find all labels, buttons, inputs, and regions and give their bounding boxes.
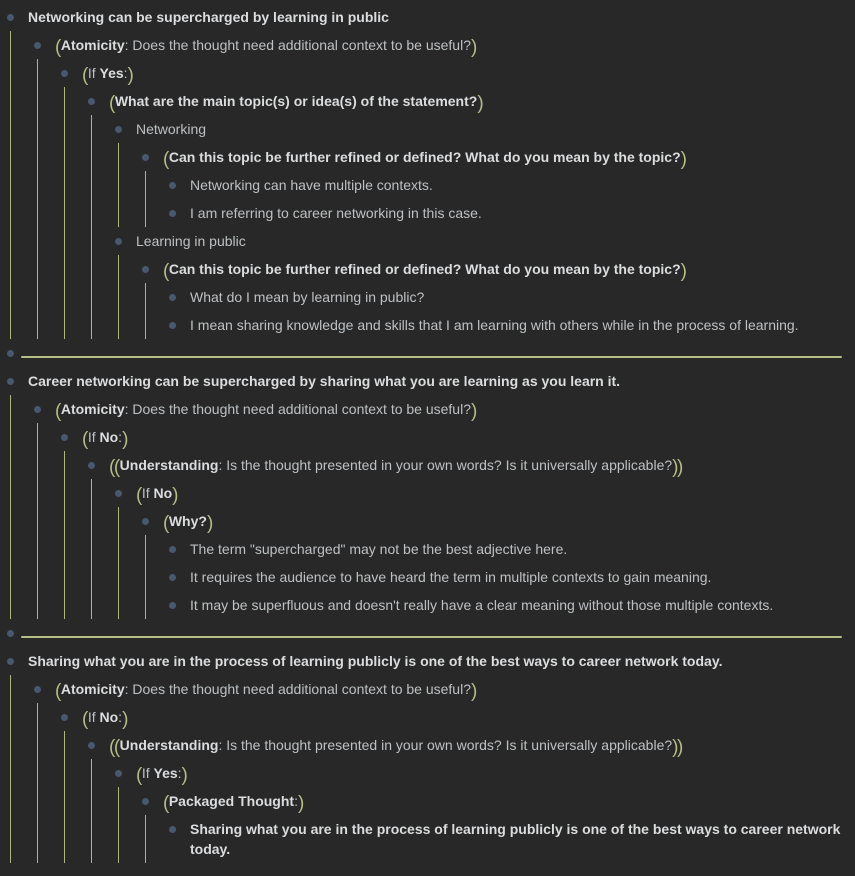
block-content[interactable] xyxy=(190,819,842,859)
outline-block xyxy=(142,143,842,227)
text-segment-normal: What do I mean by learning in public? xyxy=(190,289,425,305)
text-segment-bold: Atomicity xyxy=(60,681,125,697)
block-bullet-icon[interactable] xyxy=(34,42,41,49)
outline-block xyxy=(169,311,842,339)
block-row xyxy=(34,31,842,59)
block-children xyxy=(145,283,842,339)
text-segment-paren: ( xyxy=(82,709,87,730)
block-bullet-icon[interactable] xyxy=(169,322,176,329)
text-segment-bold: Can this topic be further refined or defined? What do you mean by the topic? xyxy=(168,261,681,277)
block-bullet-icon[interactable] xyxy=(88,742,95,749)
text-segment-normal: I am referring to career networking in this case. xyxy=(190,205,482,221)
block-bullet-icon[interactable] xyxy=(88,98,95,105)
block-row xyxy=(142,255,842,283)
block-row xyxy=(169,591,842,619)
block-bullet-icon[interactable] xyxy=(169,294,176,301)
outline-block xyxy=(88,451,842,619)
block-children xyxy=(91,479,842,619)
block-bullet-icon[interactable] xyxy=(115,238,122,245)
block-bullet-icon[interactable] xyxy=(34,686,41,693)
block-children xyxy=(118,255,842,339)
text-segment-normal: If xyxy=(141,765,154,781)
text-segment-paren: ( xyxy=(136,765,141,786)
block-children xyxy=(118,143,842,227)
block-content[interactable] xyxy=(136,231,842,251)
text-segment-normal: If xyxy=(141,485,154,501)
text-segment-normal: The term "supercharged" may not be the best adjective here. xyxy=(190,541,568,557)
block-bullet-icon[interactable] xyxy=(142,154,149,161)
block-content[interactable] xyxy=(190,287,842,307)
block-bullet-icon[interactable] xyxy=(7,14,14,21)
block-bullet-icon[interactable] xyxy=(61,70,68,77)
outline-block xyxy=(7,3,842,339)
outline-block xyxy=(34,31,842,339)
block-bullet-icon[interactable] xyxy=(142,518,149,525)
text-segment-paren: ( xyxy=(55,401,60,422)
block-content[interactable] xyxy=(163,791,842,814)
block-content[interactable] xyxy=(28,371,842,391)
block-content[interactable] xyxy=(136,763,842,786)
text-segment-bold: Yes xyxy=(153,765,178,781)
block-bullet-icon[interactable] xyxy=(61,714,68,721)
block-bullet-icon[interactable] xyxy=(34,406,41,413)
block-children xyxy=(37,59,842,339)
text-segment-paren: ) xyxy=(477,93,483,114)
block-children xyxy=(10,675,842,863)
block-bullet-icon[interactable] xyxy=(169,210,176,217)
block-row xyxy=(7,3,842,31)
outline-block xyxy=(7,619,842,647)
block-row xyxy=(61,59,842,87)
text-segment-normal: : Does the thought need additional context to be useful? xyxy=(124,37,471,53)
text-segment-paren: ) xyxy=(680,261,686,282)
outline-block xyxy=(115,759,842,863)
text-segment-paren: ) xyxy=(172,485,177,506)
text-segment-bold: Can this topic be further refined or defined? What do you mean by the topic? xyxy=(168,149,681,165)
block-bullet-icon[interactable] xyxy=(169,602,176,609)
outline-block xyxy=(61,703,842,863)
outline-block xyxy=(61,59,842,339)
outline-block xyxy=(7,339,842,367)
block-bullet-icon[interactable] xyxy=(169,826,176,833)
text-segment-normal: : Is the thought presented in your own words? Is it universally applicable? xyxy=(218,737,673,753)
outline-block xyxy=(115,115,842,227)
block-children xyxy=(37,703,842,863)
block-content[interactable] xyxy=(190,567,842,587)
text-segment-paren: ) xyxy=(122,709,127,730)
block-children xyxy=(91,759,842,863)
block-children xyxy=(118,787,842,863)
text-segment-normal: : Does the thought need additional context to be useful? xyxy=(124,401,471,417)
block-children xyxy=(64,731,842,863)
block-content[interactable] xyxy=(55,35,842,58)
block-children xyxy=(145,815,842,863)
block-row xyxy=(34,395,842,423)
text-segment-bold: Sharing what you are in the process of learning publicly is one of the best ways to career network today. xyxy=(190,821,841,857)
text-segment-paren: ) xyxy=(680,149,686,170)
text-segment-normal: : xyxy=(123,65,128,81)
block-children xyxy=(10,395,842,619)
block-row xyxy=(61,423,842,451)
text-segment-normal: I mean sharing knowledge and skills that I am learning with others while in the process of learning. xyxy=(190,317,799,333)
block-content[interactable] xyxy=(28,651,842,671)
block-row xyxy=(115,115,842,143)
block-children xyxy=(64,451,842,619)
block-row xyxy=(169,283,842,311)
text-segment-bold: Sharing what you are in the process of learning publicly is one of the best ways to career network today. xyxy=(28,653,723,669)
outline-block xyxy=(142,507,842,619)
block-bullet-icon[interactable] xyxy=(169,182,176,189)
block-children xyxy=(10,31,842,339)
text-segment-paren: ( xyxy=(82,65,87,86)
text-segment-bold: Packaged Thought xyxy=(168,793,295,809)
outline-block xyxy=(115,479,842,619)
block-content[interactable] xyxy=(163,147,842,170)
block-row xyxy=(169,563,842,591)
block-row xyxy=(7,367,842,395)
outline-block xyxy=(169,815,842,863)
text-segment-paren: (( xyxy=(109,737,119,758)
text-segment-bold: Career networking can be supercharged by sharing what you are learning as you learn it. xyxy=(28,373,621,389)
outline-block xyxy=(142,255,842,339)
block-row xyxy=(34,675,842,703)
text-segment-paren: ) xyxy=(471,681,476,702)
block-row xyxy=(115,479,842,507)
outline-block xyxy=(142,787,842,863)
text-segment-normal: If xyxy=(87,429,100,445)
text-segment-normal: : Does the thought need additional context to be useful? xyxy=(124,681,471,697)
block-row xyxy=(169,311,842,339)
outline-block xyxy=(115,227,842,339)
block-children xyxy=(91,115,842,339)
text-segment-paren: (( xyxy=(109,457,119,478)
block-content[interactable] xyxy=(55,399,842,422)
divider-line xyxy=(21,636,842,638)
block-bullet-icon[interactable] xyxy=(115,770,122,777)
block-content[interactable] xyxy=(55,679,842,702)
text-segment-paren: )) xyxy=(672,737,682,758)
block-row xyxy=(142,507,842,535)
text-segment-paren: ) xyxy=(206,513,212,534)
outline-block xyxy=(169,283,842,311)
block-content[interactable] xyxy=(109,455,842,478)
outline-block xyxy=(88,87,842,339)
text-segment-bold: Understanding xyxy=(119,737,219,753)
text-segment-paren: ( xyxy=(136,485,141,506)
block-row xyxy=(115,759,842,787)
block-content[interactable] xyxy=(163,259,842,282)
block-content[interactable] xyxy=(28,7,842,27)
block-row xyxy=(7,339,842,367)
outline-block xyxy=(34,675,842,863)
text-segment-paren: ( xyxy=(163,513,168,534)
block-bullet-icon[interactable] xyxy=(7,630,14,637)
block-bullet-icon[interactable] xyxy=(115,490,122,497)
block-row xyxy=(61,703,842,731)
block-bullet-icon[interactable] xyxy=(142,798,149,805)
text-segment-normal: Networking xyxy=(136,121,207,137)
text-segment-normal: Learning in public xyxy=(136,233,246,249)
outline-block xyxy=(61,423,842,619)
outline-block xyxy=(34,395,842,619)
text-segment-paren: ) xyxy=(297,793,303,814)
outline-block xyxy=(169,563,842,591)
block-row xyxy=(142,143,842,171)
text-segment-paren: ( xyxy=(82,429,87,450)
outline-block xyxy=(7,647,842,863)
outline-block xyxy=(169,199,842,227)
text-segment-bold: No xyxy=(153,485,173,501)
block-row xyxy=(88,731,842,759)
block-bullet-icon[interactable] xyxy=(7,350,14,357)
block-row xyxy=(169,199,842,227)
block-bullet-icon[interactable] xyxy=(169,546,176,553)
block-row xyxy=(169,171,842,199)
block-children xyxy=(145,171,842,227)
block-bullet-icon[interactable] xyxy=(61,434,68,441)
text-segment-paren: ) xyxy=(122,429,127,450)
block-content[interactable] xyxy=(82,427,842,450)
outline-block xyxy=(169,591,842,619)
text-segment-normal: : xyxy=(118,429,123,445)
text-segment-paren: ( xyxy=(55,681,60,702)
text-segment-bold: Atomicity xyxy=(60,401,125,417)
text-segment-normal: : xyxy=(118,709,123,725)
block-row xyxy=(169,815,842,863)
text-segment-bold: Understanding xyxy=(119,457,219,473)
block-row xyxy=(142,787,842,815)
text-segment-normal: It may be superfluous and doesn't really have a clear meaning without those multiple contexts. xyxy=(190,597,774,613)
block-row xyxy=(7,619,842,647)
text-segment-paren: ( xyxy=(163,149,168,170)
text-segment-paren: ) xyxy=(471,401,476,422)
text-segment-bold: What are the main topic(s) or idea(s) of the statement? xyxy=(114,93,478,109)
text-segment-bold: Why? xyxy=(168,513,207,529)
block-children xyxy=(118,507,842,619)
text-segment-normal: : Is the thought presented in your own words? Is it universally applicable? xyxy=(218,457,673,473)
block-content[interactable] xyxy=(190,203,842,223)
text-segment-normal: : xyxy=(177,765,182,781)
block-content[interactable] xyxy=(190,595,842,615)
outline-block xyxy=(7,367,842,619)
text-segment-paren: )) xyxy=(672,457,682,478)
block-row xyxy=(7,647,842,675)
block-bullet-icon[interactable] xyxy=(7,658,14,665)
text-segment-normal: If xyxy=(87,65,100,81)
text-segment-normal: If xyxy=(87,709,100,725)
text-segment-bold: No xyxy=(99,429,119,445)
text-segment-bold: Networking can be supercharged by learning in public xyxy=(28,9,389,25)
block-bullet-icon[interactable] xyxy=(7,378,14,385)
block-row xyxy=(115,227,842,255)
outline-block xyxy=(88,731,842,863)
block-content[interactable] xyxy=(190,539,842,559)
block-content[interactable] xyxy=(136,483,842,506)
block-row xyxy=(88,87,842,115)
text-segment-bold: No xyxy=(99,709,119,725)
block-content[interactable] xyxy=(136,119,842,139)
block-children xyxy=(64,87,842,339)
text-segment-bold: Yes xyxy=(99,65,124,81)
block-children xyxy=(37,423,842,619)
block-bullet-icon[interactable] xyxy=(169,574,176,581)
text-segment-paren: ) xyxy=(471,37,476,58)
block-row xyxy=(88,451,842,479)
divider-line xyxy=(21,356,842,358)
block-content[interactable] xyxy=(109,91,842,114)
text-segment-paren: ( xyxy=(109,93,114,114)
outline-block xyxy=(169,535,842,563)
block-bullet-icon[interactable] xyxy=(142,266,149,273)
outline-block xyxy=(169,171,842,199)
text-segment-bold: Atomicity xyxy=(60,37,125,53)
text-segment-normal: It requires the audience to have heard the term in multiple contexts to gain meaning. xyxy=(190,569,712,585)
block-bullet-icon[interactable] xyxy=(115,126,122,133)
block-bullet-icon[interactable] xyxy=(88,462,95,469)
block-content[interactable] xyxy=(109,735,842,758)
text-segment-paren: ) xyxy=(181,765,187,786)
block-children xyxy=(145,535,842,619)
block-content[interactable] xyxy=(82,63,842,86)
text-segment-paren: ( xyxy=(55,37,60,58)
text-segment-paren: ( xyxy=(163,261,168,282)
text-segment-normal: : xyxy=(294,793,298,809)
block-content[interactable] xyxy=(190,175,842,195)
text-segment-paren: ( xyxy=(163,793,168,814)
text-segment-paren: ) xyxy=(127,65,133,86)
block-content[interactable] xyxy=(163,511,842,534)
block-row xyxy=(169,535,842,563)
text-segment-normal: Networking can have multiple contexts. xyxy=(190,177,433,193)
block-content[interactable] xyxy=(190,315,842,335)
block-content[interactable] xyxy=(82,707,842,730)
